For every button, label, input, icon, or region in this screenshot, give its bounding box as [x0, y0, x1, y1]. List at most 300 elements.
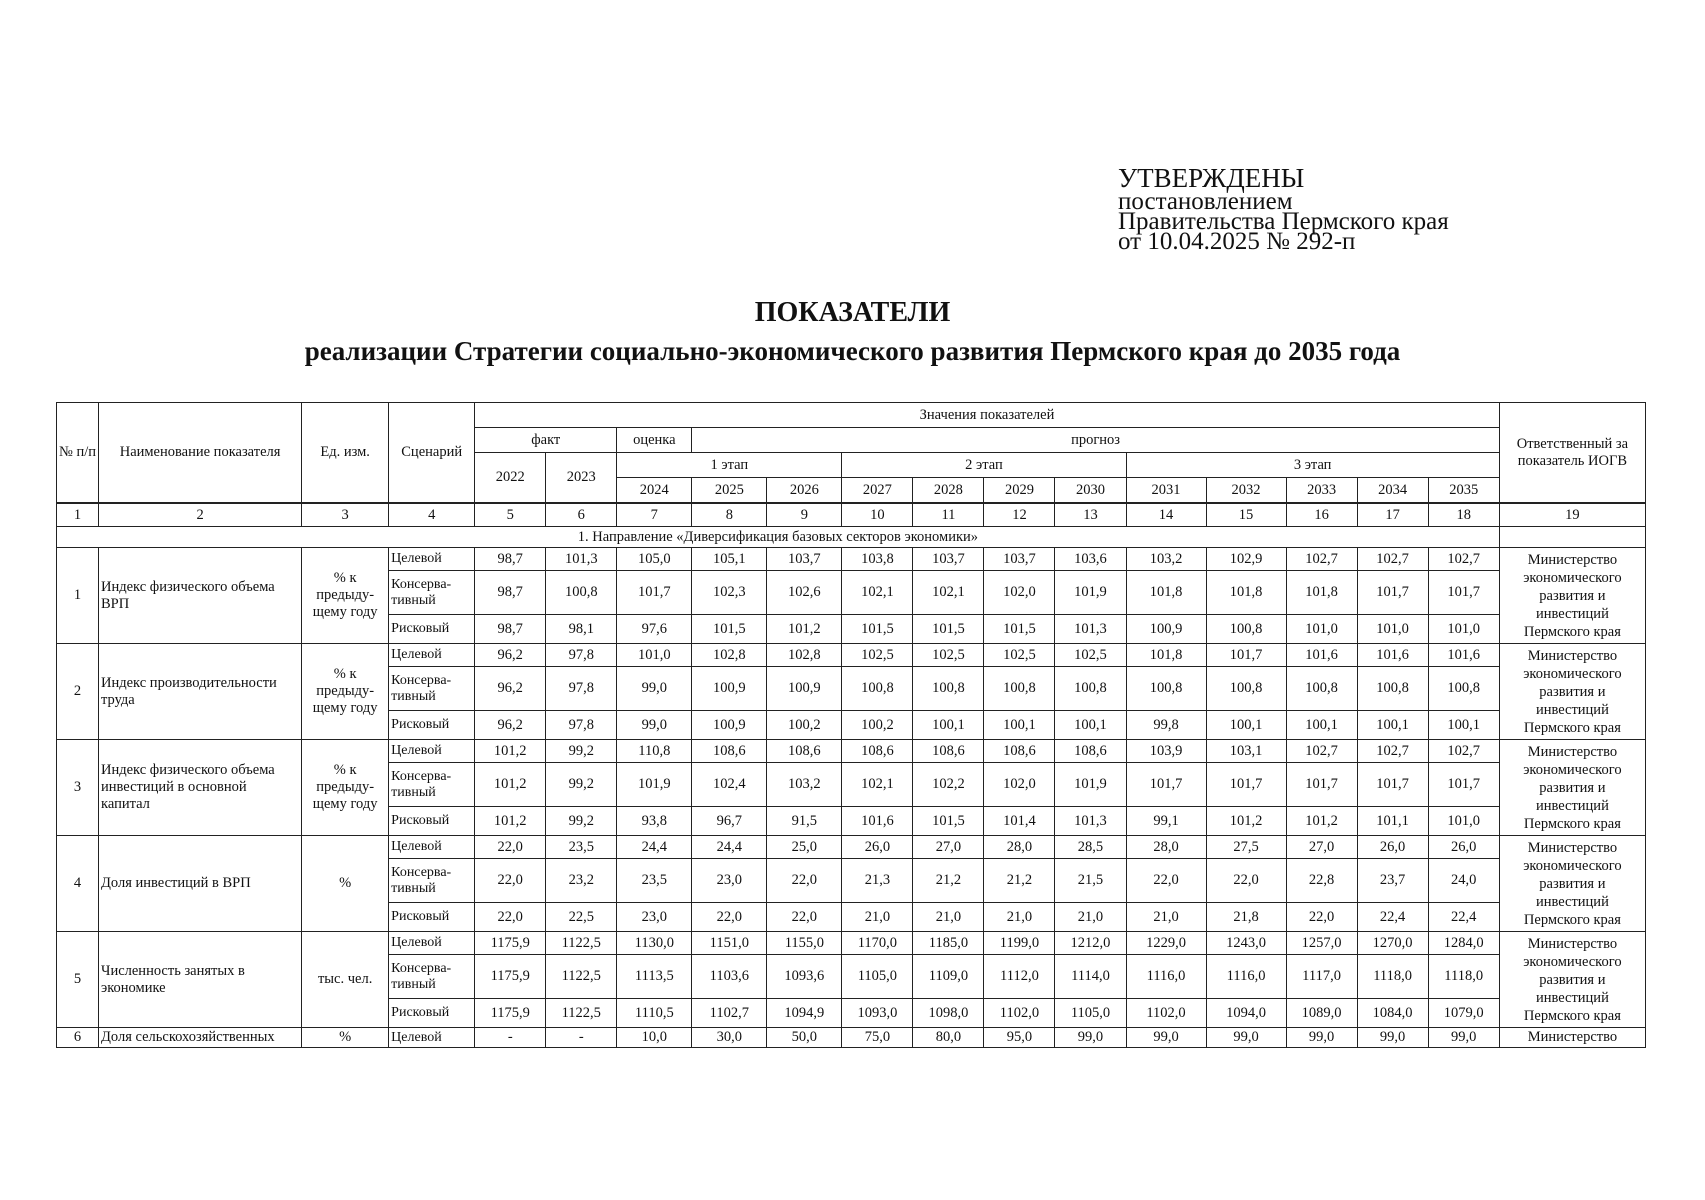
value-cell: 1094,0	[1206, 999, 1286, 1028]
value-cell: 101,2	[475, 807, 546, 836]
section-empty-cell	[1499, 527, 1645, 548]
indicator-unit: % к предыду-щему году	[302, 740, 389, 836]
value-cell: 101,0	[1428, 615, 1499, 644]
value-cell: 21,2	[984, 859, 1055, 903]
value-cell: 24,4	[617, 836, 692, 859]
indicator-name: Индекс физического объема инвестиций в основной капитал	[99, 740, 302, 836]
responsible-body: Министерство экономического развития и инвестиций Пермского края	[1499, 548, 1645, 644]
value-cell: 102,3	[692, 571, 767, 615]
value-cell: 23,2	[546, 859, 617, 903]
value-cell: 100,9	[767, 667, 842, 711]
value-cell: 1093,6	[767, 955, 842, 999]
value-cell: 102,7	[1286, 740, 1357, 763]
value-cell: 97,8	[546, 711, 617, 740]
value-cell: 1151,0	[692, 932, 767, 955]
scenario-label: Консерва-тивный	[389, 763, 475, 807]
indicator-name: Доля инвестиций в ВРП	[99, 836, 302, 932]
responsible-body: Министерство	[1499, 1028, 1645, 1048]
value-cell: 26,0	[1428, 836, 1499, 859]
value-cell: 27,0	[1286, 836, 1357, 859]
value-cell: 23,5	[546, 836, 617, 859]
section-row	[57, 527, 1646, 548]
header-year: 2029	[984, 478, 1055, 504]
header-row	[57, 403, 1646, 428]
value-cell: 1094,9	[767, 999, 842, 1028]
value-cell: 28,5	[1055, 836, 1126, 859]
header-year: 2035	[1428, 478, 1499, 504]
row-number: 5	[57, 932, 99, 1028]
approval-heading: УТВЕРЖДЕНЫ	[1118, 163, 1305, 193]
value-cell: 100,8	[1206, 615, 1286, 644]
value-cell: 1118,0	[1428, 955, 1499, 999]
value-cell: 1109,0	[913, 955, 984, 999]
header-unit: Ед. изм.	[302, 403, 389, 504]
value-cell: 101,7	[1357, 571, 1428, 615]
value-cell: 101,0	[1428, 807, 1499, 836]
row-number: 2	[57, 644, 99, 740]
value-cell: 96,2	[475, 667, 546, 711]
value-cell: -	[475, 1028, 546, 1048]
value-cell: 1175,9	[475, 955, 546, 999]
value-cell: 1175,9	[475, 932, 546, 955]
value-cell: 103,2	[1126, 548, 1206, 571]
value-cell: 1110,5	[617, 999, 692, 1028]
value-cell: 99,2	[546, 807, 617, 836]
scenario-label: Рисковый	[389, 615, 475, 644]
indicator-name: Численность занятых в экономике	[99, 932, 302, 1028]
value-cell: 102,5	[984, 644, 1055, 667]
value-cell: 26,0	[842, 836, 913, 859]
row-number: 1	[57, 548, 99, 644]
value-cell: 103,8	[842, 548, 913, 571]
value-cell: 1229,0	[1126, 932, 1206, 955]
value-cell: 102,1	[913, 571, 984, 615]
column-numbers-row	[57, 503, 1646, 527]
indicator-unit: % к предыду-щему году	[302, 548, 389, 644]
value-cell: 100,1	[1206, 711, 1286, 740]
value-cell: 1122,5	[546, 932, 617, 955]
value-cell: 22,8	[1286, 859, 1357, 903]
value-cell: 102,8	[692, 644, 767, 667]
value-cell: 103,7	[984, 548, 1055, 571]
header-year: 2022	[475, 453, 546, 504]
column-number: 19	[1499, 503, 1645, 527]
value-cell: 101,7	[1428, 571, 1499, 615]
table-row	[57, 548, 1646, 571]
value-cell: 102,4	[692, 763, 767, 807]
value-cell: 102,8	[767, 644, 842, 667]
value-cell: 99,2	[546, 740, 617, 763]
responsible-body: Министерство экономического развития и инвестиций Пермского края	[1499, 836, 1645, 932]
value-cell: 102,1	[842, 763, 913, 807]
value-cell: 103,2	[767, 763, 842, 807]
value-cell: 21,8	[1206, 903, 1286, 932]
value-cell: 1117,0	[1286, 955, 1357, 999]
value-cell: 97,8	[546, 667, 617, 711]
value-cell: 26,0	[1357, 836, 1428, 859]
column-number: 17	[1357, 503, 1428, 527]
value-cell: 23,5	[617, 859, 692, 903]
value-cell: 1093,0	[842, 999, 913, 1028]
value-cell: 50,0	[767, 1028, 842, 1048]
value-cell: 91,5	[767, 807, 842, 836]
value-cell: 99,0	[1126, 1028, 1206, 1048]
value-cell: 110,8	[617, 740, 692, 763]
value-cell: 22,0	[767, 859, 842, 903]
value-cell: 108,6	[984, 740, 1055, 763]
value-cell: 101,2	[475, 763, 546, 807]
document-subtitle: реализации Стратегии социально-экономического развития Пермского края до 2035 года	[304, 336, 1401, 366]
value-cell: 101,9	[1055, 763, 1126, 807]
header-responsible: Ответственный за показатель ИОГВ	[1499, 403, 1645, 504]
value-cell: 21,0	[913, 903, 984, 932]
value-cell: 101,6	[842, 807, 913, 836]
value-cell: 1243,0	[1206, 932, 1286, 955]
value-cell: 102,5	[1055, 644, 1126, 667]
section-heading: 1. Направление «Диверсификация базовых секторов экономики»	[57, 527, 1500, 548]
header-stage-3: 3 этап	[1126, 453, 1499, 478]
table-row	[57, 644, 1646, 667]
scenario-label: Консерва-тивный	[389, 859, 475, 903]
header-values: Значения показателей	[475, 403, 1500, 428]
value-cell: 28,0	[1126, 836, 1206, 859]
value-cell: 21,3	[842, 859, 913, 903]
value-cell: 93,8	[617, 807, 692, 836]
value-cell: 1122,5	[546, 999, 617, 1028]
value-cell: 22,0	[475, 836, 546, 859]
value-cell: 102,5	[913, 644, 984, 667]
scenario-label: Консерва-тивный	[389, 955, 475, 999]
value-cell: 108,6	[692, 740, 767, 763]
indicator-unit: %	[302, 836, 389, 932]
row-number: 4	[57, 836, 99, 932]
value-cell: 101,7	[1357, 763, 1428, 807]
column-number: 18	[1428, 503, 1499, 527]
value-cell: 100,8	[1428, 667, 1499, 711]
value-cell: 21,2	[913, 859, 984, 903]
value-cell: 101,2	[767, 615, 842, 644]
indicator-unit: тыс. чел.	[302, 932, 389, 1028]
value-cell: 22,0	[1126, 859, 1206, 903]
value-cell: 1116,0	[1126, 955, 1206, 999]
header-fact: факт	[475, 428, 617, 453]
value-cell: 101,8	[1206, 571, 1286, 615]
header-forecast: прогноз	[692, 428, 1499, 453]
value-cell: 101,4	[984, 807, 1055, 836]
value-cell: 101,3	[1055, 807, 1126, 836]
value-cell: 102,0	[984, 571, 1055, 615]
scenario-label: Целевой	[389, 932, 475, 955]
value-cell: 101,6	[1286, 644, 1357, 667]
table-row	[57, 1028, 1646, 1048]
scenario-label: Консерва-тивный	[389, 571, 475, 615]
table-row	[57, 740, 1646, 763]
value-cell: 100,1	[1357, 711, 1428, 740]
value-cell: 96,2	[475, 644, 546, 667]
indicator-name: Индекс производительности труда	[99, 644, 302, 740]
value-cell: 97,6	[617, 615, 692, 644]
value-cell: 101,7	[617, 571, 692, 615]
value-cell: 103,7	[767, 548, 842, 571]
value-cell: 100,1	[1428, 711, 1499, 740]
column-number: 2	[99, 503, 302, 527]
value-cell: 102,9	[1206, 548, 1286, 571]
value-cell: 1112,0	[984, 955, 1055, 999]
column-number: 5	[475, 503, 546, 527]
header-year: 2027	[842, 478, 913, 504]
value-cell: 103,9	[1126, 740, 1206, 763]
column-number: 15	[1206, 503, 1286, 527]
value-cell: 101,6	[1428, 644, 1499, 667]
value-cell: 21,0	[984, 903, 1055, 932]
value-cell: 1114,0	[1055, 955, 1126, 999]
value-cell: 99,0	[617, 711, 692, 740]
value-cell: 108,6	[1055, 740, 1126, 763]
value-cell: 1116,0	[1206, 955, 1286, 999]
value-cell: 100,9	[692, 711, 767, 740]
column-number: 10	[842, 503, 913, 527]
header-stage-2: 2 этап	[842, 453, 1126, 478]
value-cell: 23,0	[617, 903, 692, 932]
value-cell: 108,6	[842, 740, 913, 763]
value-cell: 102,7	[1286, 548, 1357, 571]
value-cell: 100,8	[1126, 667, 1206, 711]
column-number: 4	[389, 503, 475, 527]
value-cell: 101,9	[1055, 571, 1126, 615]
column-number: 8	[692, 503, 767, 527]
value-cell: 98,7	[475, 571, 546, 615]
value-cell: 24,4	[692, 836, 767, 859]
value-cell: 108,6	[913, 740, 984, 763]
value-cell: 99,0	[1428, 1028, 1499, 1048]
value-cell: 23,7	[1357, 859, 1428, 903]
table-row	[57, 932, 1646, 955]
column-number: 1	[57, 503, 99, 527]
value-cell: 101,3	[1055, 615, 1126, 644]
value-cell: 98,7	[475, 548, 546, 571]
value-cell: 102,7	[1428, 740, 1499, 763]
value-cell: 10,0	[617, 1028, 692, 1048]
value-cell: 22,0	[1286, 903, 1357, 932]
value-cell: 99,0	[1357, 1028, 1428, 1048]
scenario-label: Целевой	[389, 836, 475, 859]
indicator-name: Индекс физического объема ВРП	[99, 548, 302, 644]
value-cell: 1212,0	[1055, 932, 1126, 955]
scenario-label: Целевой	[389, 1028, 475, 1048]
value-cell: 100,8	[1286, 667, 1357, 711]
header-year: 2024	[617, 478, 692, 504]
column-number: 12	[984, 503, 1055, 527]
value-cell: 1170,0	[842, 932, 913, 955]
value-cell: 99,0	[1206, 1028, 1286, 1048]
value-cell: 96,2	[475, 711, 546, 740]
value-cell: 1089,0	[1286, 999, 1357, 1028]
value-cell: 101,7	[1206, 644, 1286, 667]
value-cell: 100,9	[1126, 615, 1206, 644]
value-cell: 101,8	[1126, 644, 1206, 667]
value-cell: 101,0	[1357, 615, 1428, 644]
value-cell: 100,8	[1357, 667, 1428, 711]
row-number: 6	[57, 1028, 99, 1048]
value-cell: 1155,0	[767, 932, 842, 955]
scenario-label: Рисковый	[389, 807, 475, 836]
value-cell: 25,0	[767, 836, 842, 859]
value-cell: 102,5	[842, 644, 913, 667]
row-number: 3	[57, 740, 99, 836]
scenario-label: Рисковый	[389, 711, 475, 740]
header-year: 2026	[767, 478, 842, 504]
scenario-label: Целевой	[389, 548, 475, 571]
value-cell: 102,6	[767, 571, 842, 615]
approval-line: Правительства Пермского края	[1118, 208, 1449, 235]
value-cell: 1105,0	[842, 955, 913, 999]
value-cell: 22,0	[767, 903, 842, 932]
value-cell: 101,1	[1357, 807, 1428, 836]
approval-line: постановлением	[1118, 188, 1293, 215]
value-cell: 97,8	[546, 644, 617, 667]
value-cell: 100,9	[692, 667, 767, 711]
value-cell: -	[546, 1028, 617, 1048]
value-cell: 101,0	[617, 644, 692, 667]
header-name: Наименование показателя	[99, 403, 302, 504]
value-cell: 22,0	[1206, 859, 1286, 903]
value-cell: 1284,0	[1428, 932, 1499, 955]
value-cell: 22,0	[692, 903, 767, 932]
approval-stamp	[1118, 163, 1449, 255]
value-cell: 1118,0	[1357, 955, 1428, 999]
value-cell: 100,8	[984, 667, 1055, 711]
column-number: 6	[546, 503, 617, 527]
value-cell: 102,2	[913, 763, 984, 807]
value-cell: 80,0	[913, 1028, 984, 1048]
value-cell: 21,0	[1126, 903, 1206, 932]
column-number: 11	[913, 503, 984, 527]
value-cell: 99,8	[1126, 711, 1206, 740]
value-cell: 30,0	[692, 1028, 767, 1048]
value-cell: 1130,0	[617, 932, 692, 955]
indicator-unit: %	[302, 1028, 389, 1048]
value-cell: 24,0	[1428, 859, 1499, 903]
value-cell: 99,0	[1286, 1028, 1357, 1048]
value-cell: 101,3	[546, 548, 617, 571]
scenario-label: Рисковый	[389, 903, 475, 932]
value-cell: 1257,0	[1286, 932, 1357, 955]
header-estimate: оценка	[617, 428, 692, 453]
value-cell: 21,0	[842, 903, 913, 932]
value-cell: 1102,0	[1126, 999, 1206, 1028]
document-title: ПОКАЗАТЕЛИ	[754, 297, 951, 328]
value-cell: 99,0	[617, 667, 692, 711]
value-cell: 99,1	[1126, 807, 1206, 836]
header-year: 2028	[913, 478, 984, 504]
indicators-table	[56, 402, 1646, 1048]
column-number: 9	[767, 503, 842, 527]
value-cell: 102,0	[984, 763, 1055, 807]
column-number: 14	[1126, 503, 1206, 527]
value-cell: 75,0	[842, 1028, 913, 1048]
value-cell: 27,5	[1206, 836, 1286, 859]
header-scenario: Сценарий	[389, 403, 475, 504]
table-row	[57, 836, 1646, 859]
value-cell: 22,4	[1357, 903, 1428, 932]
value-cell: 105,1	[692, 548, 767, 571]
indicator-unit: % к предыду-щему году	[302, 644, 389, 740]
value-cell: 1105,0	[1055, 999, 1126, 1028]
value-cell: 101,7	[1428, 763, 1499, 807]
header-year: 2031	[1126, 478, 1206, 504]
value-cell: 102,7	[1357, 740, 1428, 763]
value-cell: 101,7	[1286, 763, 1357, 807]
value-cell: 102,1	[842, 571, 913, 615]
value-cell: 100,8	[546, 571, 617, 615]
value-cell: 1113,5	[617, 955, 692, 999]
scenario-label: Рисковый	[389, 999, 475, 1028]
value-cell: 99,0	[1055, 1028, 1126, 1048]
value-cell: 1270,0	[1357, 932, 1428, 955]
value-cell: 22,0	[475, 903, 546, 932]
value-cell: 100,1	[1286, 711, 1357, 740]
value-cell: 101,5	[913, 807, 984, 836]
approval-line: от 10.04.2025 № 292-п	[1118, 228, 1356, 255]
value-cell: 27,0	[913, 836, 984, 859]
indicator-name: Доля сельскохозяйственных	[99, 1028, 302, 1048]
value-cell: 99,2	[546, 763, 617, 807]
scenario-label: Целевой	[389, 740, 475, 763]
value-cell: 101,2	[475, 740, 546, 763]
value-cell: 101,0	[1286, 615, 1357, 644]
responsible-body: Министерство экономического развития и инвестиций Пермского края	[1499, 644, 1645, 740]
value-cell: 22,4	[1428, 903, 1499, 932]
header-year: 2025	[692, 478, 767, 504]
value-cell: 101,6	[1357, 644, 1428, 667]
scenario-label: Консерва-тивный	[389, 667, 475, 711]
value-cell: 101,5	[913, 615, 984, 644]
header-year: 2032	[1206, 478, 1286, 504]
value-cell: 101,8	[1286, 571, 1357, 615]
value-cell: 28,0	[984, 836, 1055, 859]
scenario-label: Целевой	[389, 644, 475, 667]
value-cell: 96,7	[692, 807, 767, 836]
header-year: 2023	[546, 453, 617, 504]
value-cell: 100,1	[913, 711, 984, 740]
value-cell: 101,2	[1286, 807, 1357, 836]
responsible-body: Министерство экономического развития и инвестиций Пермского края	[1499, 740, 1645, 836]
header-stage-1: 1 этап	[617, 453, 842, 478]
value-cell: 23,0	[692, 859, 767, 903]
value-cell: 21,5	[1055, 859, 1126, 903]
column-number: 16	[1286, 503, 1357, 527]
value-cell: 1122,5	[546, 955, 617, 999]
header-year: 2033	[1286, 478, 1357, 504]
header-year: 2034	[1357, 478, 1428, 504]
value-cell: 22,5	[546, 903, 617, 932]
value-cell: 1079,0	[1428, 999, 1499, 1028]
value-cell: 22,0	[475, 859, 546, 903]
value-cell: 102,7	[1428, 548, 1499, 571]
value-cell: 101,8	[1126, 571, 1206, 615]
value-cell: 101,2	[1206, 807, 1286, 836]
value-cell: 103,7	[913, 548, 984, 571]
header-year: 2030	[1055, 478, 1126, 504]
value-cell: 100,2	[767, 711, 842, 740]
value-cell: 1199,0	[984, 932, 1055, 955]
column-number: 13	[1055, 503, 1126, 527]
value-cell: 100,8	[1055, 667, 1126, 711]
value-cell: 98,1	[546, 615, 617, 644]
value-cell: 100,8	[913, 667, 984, 711]
value-cell: 100,2	[842, 711, 913, 740]
value-cell: 103,6	[1055, 548, 1126, 571]
